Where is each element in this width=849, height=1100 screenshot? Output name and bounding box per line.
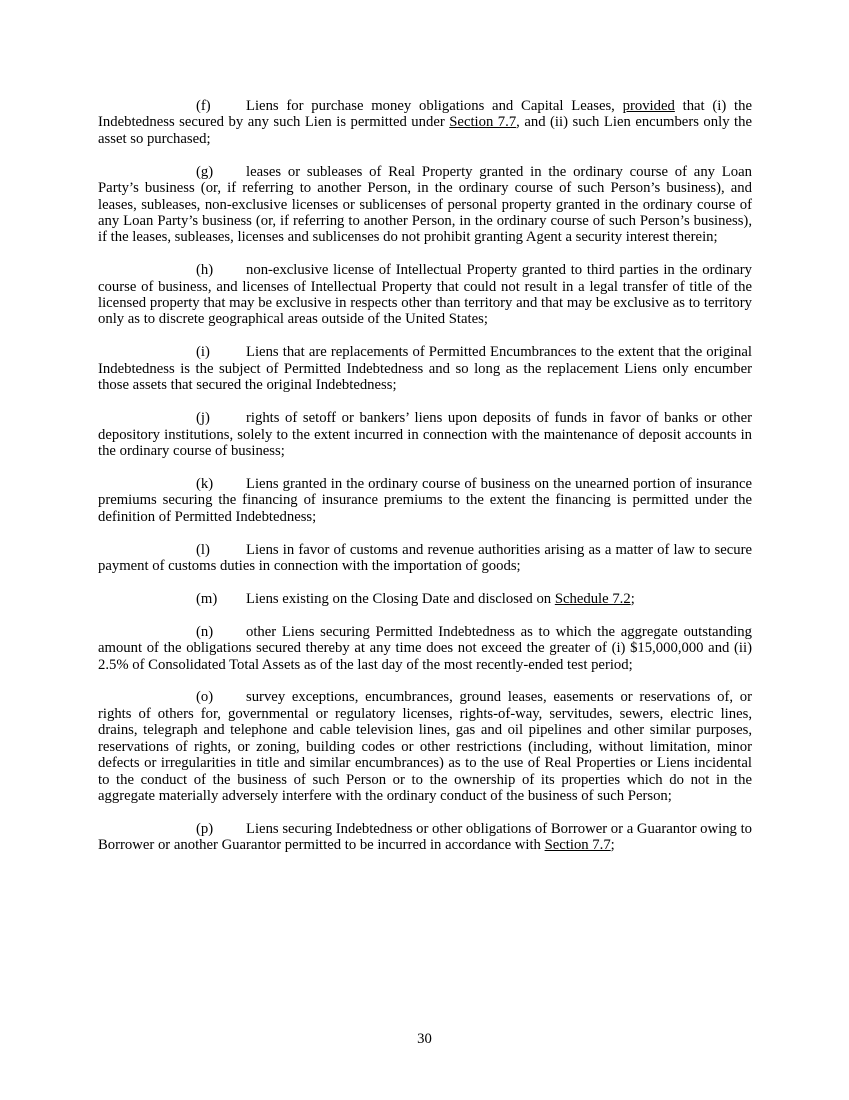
clause-f: [98, 98, 752, 147]
clause-text: other Liens securing Permitted Indebtedness as to which the aggregate outstanding amount of the obligations secured thereby at any time does not exceed the greater of (i) $15,000,000 and (ii) 2.5% of Consolidated Total Assets as of the last day of the most recently-ended test period;: [98, 623, 752, 673]
clause-text: that (i) the Indebtedness secured by any such Lien is permitted under: [98, 98, 752, 131]
clause-n: [98, 624, 752, 673]
underlined-term: Schedule 7.2: [554, 590, 631, 607]
clause-label: (m): [196, 590, 218, 607]
clause-text: Liens for purchase money obligations and Capital Leases,: [246, 98, 623, 114]
clause-text: survey exceptions, encumbrances, ground leases, easements or reservations of, or rights of others for, governmental or regulatory licenses, rights-of-way, servitudes, sewers, electric lines, drains, telegraph and telephone and cable television lines, gas and oil pipelines and other similar purposes, reservations of rights, or zoning, building codes or other restrictions (including, without limitation, minor defects or irregularities in title and similar encumbrances) as to the use of Real Properties or Liens incidental to the conduct of the business of such Person or to the ownership of its properties which do not in the aggregate materially adversely interfere with the ordinary conduct of the business of such Person;: [98, 689, 752, 804]
document-body: [98, 98, 752, 870]
clause-text: Liens that are replacements of Permitted Encumbrances to the extent that the original Indebtedness is the subject of Permitted Indebtedness and so long as the replacement Liens only encumber those assets that secured the original Indebtedness;: [98, 344, 752, 394]
clause-text: Liens existing on the Closing Date and disclosed on: [246, 590, 555, 607]
clause-text: ;: [610, 837, 615, 854]
clause-label: (f): [196, 98, 211, 114]
underlined-term: Section 7.7: [449, 114, 517, 131]
clause-text: Liens granted in the ordinary course of business on the unearned portion of insurance premiums securing the financing of insurance premiums to the extent the financing is permitted under the definition of Permitted Indebtedness;: [98, 475, 752, 525]
clause-label: (p): [196, 820, 214, 837]
clause-p: [98, 821, 752, 854]
clause-h: [98, 262, 752, 328]
clause-text: Liens in favor of customs and revenue authorities arising as a matter of law to secure payment of customs duties in connection with the importation of goods;: [98, 541, 752, 574]
clause-text: leases or subleases of Real Property granted in the ordinary course of any Loan Party’s business (or, if referring to another Person, in the ordinary course of such Person’s business), and leases, subleases, non-exclusive licenses or sublicenses of personal property granted in the ordinary course of any Loan Party’s business (or, if referring to another Person, in the ordinary course of such Person’s business), if the leases, subleases, licenses and sublicenses do not prohibit granting Agent a security interest therein;: [98, 163, 752, 246]
clause-label: (l): [196, 541, 210, 558]
underlined-term: provided: [622, 98, 675, 114]
clause-label: (n): [196, 623, 214, 640]
clause-text: Liens securing Indebtedness or other obligations of Borrower or a Guarantor owing to Borrower or another Guarantor permitted to be incurred in accordance with: [98, 820, 752, 854]
clause-label: (i): [196, 344, 210, 361]
clause-i: [98, 344, 752, 393]
underlined-term: Section 7.7: [544, 837, 611, 854]
clause-label: (g): [196, 163, 214, 180]
clause-g: [98, 164, 752, 246]
clause-j: [98, 410, 752, 459]
clause-o: [98, 689, 752, 804]
clause-m: [98, 591, 752, 607]
clause-text: ;: [630, 590, 635, 607]
clause-k: [98, 476, 752, 525]
clause-label: (o): [196, 689, 214, 706]
clause-label: (j): [196, 410, 210, 427]
clause-text: rights of setoff or bankers’ liens upon deposits of funds in favor of banks or other depository institutions, solely to the extent incurred in connection with the maintenance of deposit accounts in the ordinary course of business;: [98, 410, 752, 459]
page-number: 30: [417, 1031, 432, 1047]
clause-l: [98, 542, 752, 575]
clause-text: , and (ii) such Lien encumbers only the asset so purchased;: [98, 114, 752, 147]
clause-label: (k): [196, 475, 214, 492]
clause-text: non-exclusive license of Intellectual Property granted to third parties in the ordinary course of business, and licenses of Intellectual Property that could not result in a legal transfer of title of the licensed property that may be exclusive in respects other than territory and that may be exclusive as to territory only as to discrete geographical areas outside of the United States;: [98, 262, 752, 328]
clause-label: (h): [196, 262, 214, 279]
